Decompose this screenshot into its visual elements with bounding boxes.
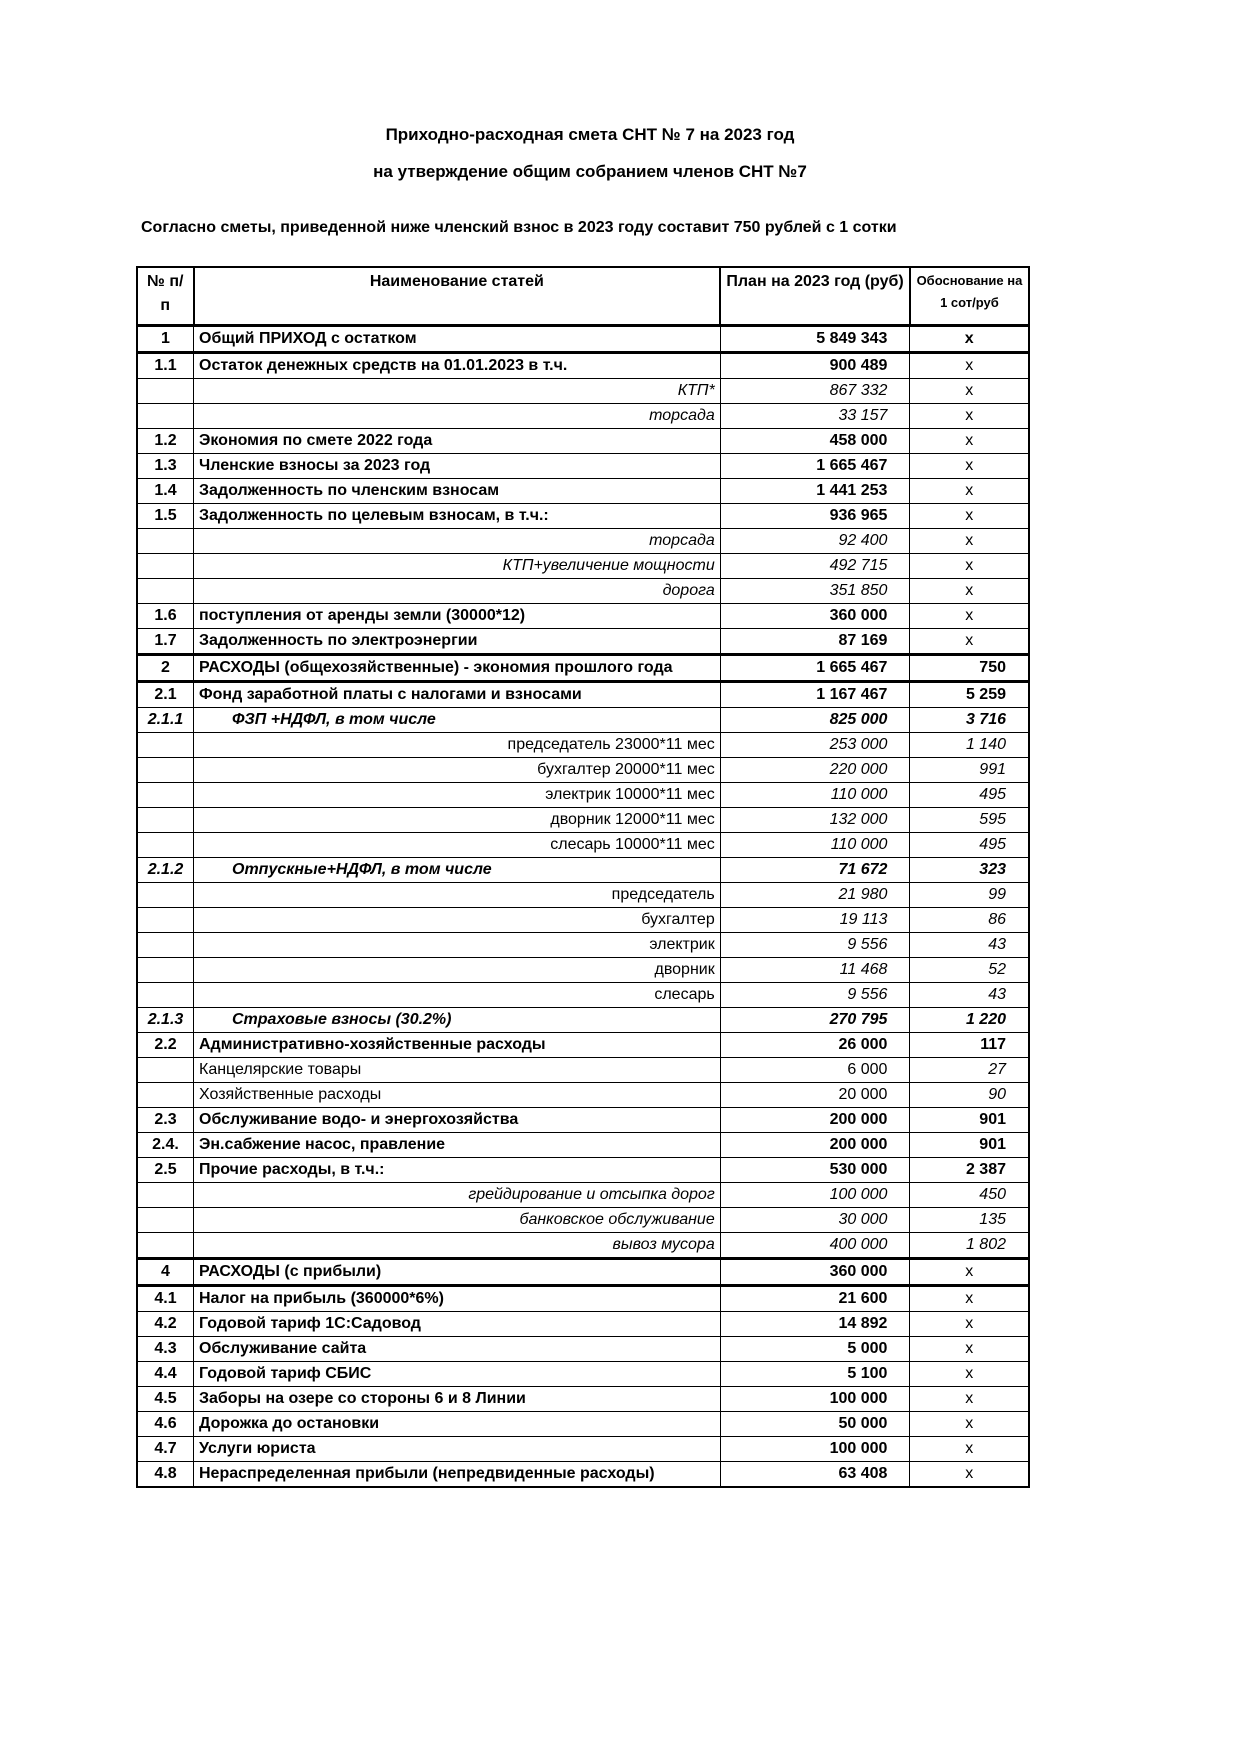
- row-name: Обслуживание сайта: [194, 1337, 721, 1362]
- row-basis: 99: [910, 883, 1029, 908]
- row-basis: 5 259: [910, 682, 1029, 708]
- row-basis: 52: [910, 958, 1029, 983]
- table-row: [137, 404, 1029, 429]
- row-name: председатель: [194, 883, 721, 908]
- row-number: [137, 379, 194, 404]
- row-plan: 936 965: [720, 504, 910, 529]
- row-number: 1.4: [137, 479, 194, 504]
- row-number: 2.3: [137, 1108, 194, 1133]
- row-number: 1.1: [137, 353, 194, 379]
- row-name: бухгалтер: [194, 908, 721, 933]
- row-number: [137, 579, 194, 604]
- row-number: [137, 1208, 194, 1233]
- row-plan: 19 113: [720, 908, 910, 933]
- row-name: Прочие расходы, в т.ч.:: [194, 1158, 721, 1183]
- row-name: ФЗП +НДФЛ, в том числе: [194, 708, 721, 733]
- row-plan: 33 157: [720, 404, 910, 429]
- row-plan: 5 000: [720, 1337, 910, 1362]
- row-plan: 530 000: [720, 1158, 910, 1183]
- row-number: 1.3: [137, 454, 194, 479]
- row-plan: 200 000: [720, 1133, 910, 1158]
- table-row: [137, 1208, 1029, 1233]
- row-number: 4.6: [137, 1412, 194, 1437]
- row-basis: x: [910, 604, 1029, 629]
- table-row: [137, 1083, 1029, 1108]
- row-basis: x: [910, 579, 1029, 604]
- row-number: [137, 808, 194, 833]
- row-basis: 1 140: [910, 733, 1029, 758]
- row-name: Дорожка до остановки: [194, 1412, 721, 1437]
- table-row: [137, 1412, 1029, 1437]
- row-number: [137, 1083, 194, 1108]
- row-basis: x: [910, 404, 1029, 429]
- row-plan: 458 000: [720, 429, 910, 454]
- row-number: 2.4.: [137, 1133, 194, 1158]
- table-row: [137, 554, 1029, 579]
- row-basis: x: [910, 1337, 1029, 1362]
- row-basis: 991: [910, 758, 1029, 783]
- row-plan: 63 408: [720, 1462, 910, 1488]
- table-row: [137, 983, 1029, 1008]
- row-number: 1.6: [137, 604, 194, 629]
- row-basis: 1 802: [910, 1233, 1029, 1259]
- row-plan: 220 000: [720, 758, 910, 783]
- row-name: Страховые взносы (30.2%): [194, 1008, 721, 1033]
- row-name: Членские взносы за 2023 год: [194, 454, 721, 479]
- header-plan: План на 2023 год (руб): [720, 267, 910, 326]
- row-basis: x: [910, 1312, 1029, 1337]
- row-number: 1: [137, 326, 194, 353]
- table-row: [137, 1286, 1029, 1312]
- row-name: Задолженность по электроэнергии: [194, 629, 721, 655]
- row-plan: 360 000: [720, 604, 910, 629]
- row-plan: 253 000: [720, 733, 910, 758]
- row-name: Экономия по смете 2022 года: [194, 429, 721, 454]
- row-number: 4.4: [137, 1362, 194, 1387]
- row-name: дорога: [194, 579, 721, 604]
- row-basis: x: [910, 1362, 1029, 1387]
- row-name: дворник: [194, 958, 721, 983]
- row-plan: 900 489: [720, 353, 910, 379]
- row-number: [137, 529, 194, 554]
- row-name: РАСХОДЫ (общехозяйственные) - экономия прошлого года: [194, 655, 721, 682]
- row-basis: x: [910, 429, 1029, 454]
- row-basis: x: [910, 326, 1029, 353]
- row-name: банковское обслуживание: [194, 1208, 721, 1233]
- row-plan: 14 892: [720, 1312, 910, 1337]
- row-basis: x: [910, 379, 1029, 404]
- row-basis: x: [910, 1387, 1029, 1412]
- row-name: электрик: [194, 933, 721, 958]
- table-row: [137, 479, 1029, 504]
- table-row: [137, 1233, 1029, 1259]
- table-row: [137, 1133, 1029, 1158]
- row-name: торсада: [194, 529, 721, 554]
- row-number: 4.5: [137, 1387, 194, 1412]
- table-row: [137, 1437, 1029, 1462]
- row-basis: 43: [910, 983, 1029, 1008]
- row-number: [137, 958, 194, 983]
- row-name: Задолженность по целевым взносам, в т.ч.:: [194, 504, 721, 529]
- row-basis: 2 387: [910, 1158, 1029, 1183]
- row-name: Общий ПРИХОД с остатком: [194, 326, 721, 353]
- row-plan: 1 441 253: [720, 479, 910, 504]
- row-number: 4.3: [137, 1337, 194, 1362]
- row-number: [137, 908, 194, 933]
- row-name: Отпускные+НДФЛ, в том числе: [194, 858, 721, 883]
- row-number: [137, 983, 194, 1008]
- table-row: [137, 958, 1029, 983]
- row-number: [137, 783, 194, 808]
- table-row: [137, 1387, 1029, 1412]
- table-row: [137, 1462, 1029, 1488]
- table-row: [137, 353, 1029, 379]
- table-row: [137, 1058, 1029, 1083]
- table-row: [137, 682, 1029, 708]
- row-basis: x: [910, 454, 1029, 479]
- row-number: [137, 404, 194, 429]
- row-plan: 400 000: [720, 1233, 910, 1259]
- table-row: [137, 733, 1029, 758]
- row-basis: 117: [910, 1033, 1029, 1058]
- row-number: [137, 554, 194, 579]
- row-plan: 92 400: [720, 529, 910, 554]
- row-plan: 9 556: [720, 983, 910, 1008]
- table-row: [137, 1362, 1029, 1387]
- table-row: [137, 504, 1029, 529]
- table-row: [137, 808, 1029, 833]
- table-row: [137, 429, 1029, 454]
- row-basis: x: [910, 1286, 1029, 1312]
- row-number: 2.2: [137, 1033, 194, 1058]
- row-number: 2.1: [137, 682, 194, 708]
- row-plan: 5 100: [720, 1362, 910, 1387]
- row-plan: 100 000: [720, 1437, 910, 1462]
- row-basis: x: [910, 529, 1029, 554]
- row-plan: 360 000: [720, 1259, 910, 1286]
- row-plan: 1 665 467: [720, 454, 910, 479]
- row-number: 2.1.3: [137, 1008, 194, 1033]
- row-basis: 901: [910, 1108, 1029, 1133]
- table-row: [137, 326, 1029, 353]
- row-basis: 595: [910, 808, 1029, 833]
- table-row: [137, 708, 1029, 733]
- row-name: бухгалтер 20000*11 мес: [194, 758, 721, 783]
- row-name: Годовой тариф СБИС: [194, 1362, 721, 1387]
- table-row: [137, 1108, 1029, 1133]
- row-name: Годовой тариф 1С:Садовод: [194, 1312, 721, 1337]
- row-basis: x: [910, 504, 1029, 529]
- row-plan: 351 850: [720, 579, 910, 604]
- row-plan: 26 000: [720, 1033, 910, 1058]
- table-row: [137, 1337, 1029, 1362]
- row-number: 2.5: [137, 1158, 194, 1183]
- row-basis: x: [910, 353, 1029, 379]
- row-basis: 90: [910, 1083, 1029, 1108]
- row-plan: 11 468: [720, 958, 910, 983]
- row-number: [137, 833, 194, 858]
- row-plan: 200 000: [720, 1108, 910, 1133]
- row-number: 1.2: [137, 429, 194, 454]
- row-number: 1.5: [137, 504, 194, 529]
- row-basis: 135: [910, 1208, 1029, 1233]
- table-body: [137, 326, 1029, 1488]
- table-row: [137, 883, 1029, 908]
- row-name: дворник 12000*11 мес: [194, 808, 721, 833]
- row-basis: x: [910, 1259, 1029, 1286]
- row-number: 4: [137, 1259, 194, 1286]
- row-basis: 450: [910, 1183, 1029, 1208]
- document-title: Приходно-расходная смета СНТ № 7 на 2023 год: [385, 125, 795, 144]
- row-plan: 100 000: [720, 1387, 910, 1412]
- row-plan: 21 980: [720, 883, 910, 908]
- row-basis: x: [910, 1462, 1029, 1488]
- table-row: [137, 604, 1029, 629]
- row-name: КТП*: [194, 379, 721, 404]
- table-row: [137, 933, 1029, 958]
- row-number: 4.7: [137, 1437, 194, 1462]
- row-plan: 1 665 467: [720, 655, 910, 682]
- row-name: Обслуживание водо- и энергохозяйства: [194, 1108, 721, 1133]
- row-basis: 3 716: [910, 708, 1029, 733]
- row-plan: 30 000: [720, 1208, 910, 1233]
- document-subtitle: на утверждение общим собранием членов СНТ №7: [373, 162, 807, 181]
- row-number: [137, 1183, 194, 1208]
- table-row: [137, 629, 1029, 655]
- row-number: 4.2: [137, 1312, 194, 1337]
- table-row: [137, 908, 1029, 933]
- row-plan: 50 000: [720, 1412, 910, 1437]
- row-basis: 901: [910, 1133, 1029, 1158]
- row-basis: x: [910, 1437, 1029, 1462]
- table-row: [137, 1158, 1029, 1183]
- row-plan: 1 167 467: [720, 682, 910, 708]
- row-plan: 100 000: [720, 1183, 910, 1208]
- table-row: [137, 529, 1029, 554]
- table-row: [137, 1008, 1029, 1033]
- row-name: торсада: [194, 404, 721, 429]
- header-basis: Обоснование на 1 сот/руб: [910, 267, 1029, 326]
- table-row: [137, 379, 1029, 404]
- row-number: 1.7: [137, 629, 194, 655]
- row-plan: 21 600: [720, 1286, 910, 1312]
- row-number: [137, 758, 194, 783]
- row-number: [137, 1058, 194, 1083]
- row-name: вывоз мусора: [194, 1233, 721, 1259]
- row-name: Услуги юриста: [194, 1437, 721, 1462]
- row-plan: 132 000: [720, 808, 910, 833]
- row-name: РАСХОДЫ (с прибыли): [194, 1259, 721, 1286]
- row-basis: x: [910, 479, 1029, 504]
- table-header-row: [137, 267, 1029, 326]
- row-name: Задолженность по членским взносам: [194, 479, 721, 504]
- row-name: слесарь 10000*11 мес: [194, 833, 721, 858]
- row-basis: 1 220: [910, 1008, 1029, 1033]
- row-number: 2.1.2: [137, 858, 194, 883]
- table-row: [137, 1183, 1029, 1208]
- row-number: 4.8: [137, 1462, 194, 1488]
- row-basis: 495: [910, 783, 1029, 808]
- header-name: Наименование статей: [194, 267, 721, 326]
- table-row: [137, 833, 1029, 858]
- row-plan: 9 556: [720, 933, 910, 958]
- row-plan: 5 849 343: [720, 326, 910, 353]
- row-name: Остаток денежных средств на 01.01.2023 в т.ч.: [194, 353, 721, 379]
- row-number: [137, 733, 194, 758]
- row-plan: 20 000: [720, 1083, 910, 1108]
- row-plan: 110 000: [720, 783, 910, 808]
- row-number: 4.1: [137, 1286, 194, 1312]
- row-number: 2.1.1: [137, 708, 194, 733]
- row-basis: x: [910, 629, 1029, 655]
- table-row: [137, 655, 1029, 682]
- row-plan: 71 672: [720, 858, 910, 883]
- table-row: [137, 454, 1029, 479]
- row-basis: 495: [910, 833, 1029, 858]
- intro-text: Согласно сметы, приведенной ниже членский взнос в 2023 году составит 750 рублей с 1 сотки: [141, 219, 897, 236]
- row-number: [137, 883, 194, 908]
- table-row: [137, 1312, 1029, 1337]
- header-num: № п/п: [137, 267, 194, 326]
- table-row: [137, 1259, 1029, 1286]
- row-basis: 27: [910, 1058, 1029, 1083]
- table-row: [137, 858, 1029, 883]
- row-name: Фонд заработной платы с налогами и взносами: [194, 682, 721, 708]
- row-name: Хозяйственные расходы: [194, 1083, 721, 1108]
- budget-table: [136, 266, 1030, 1488]
- table-row: [137, 783, 1029, 808]
- row-name: Канцелярские товары: [194, 1058, 721, 1083]
- row-basis: 43: [910, 933, 1029, 958]
- row-name: Административно-хозяйственные расходы: [194, 1033, 721, 1058]
- table-row: [137, 758, 1029, 783]
- row-basis: 323: [910, 858, 1029, 883]
- row-basis: x: [910, 1412, 1029, 1437]
- row-basis: x: [910, 554, 1029, 579]
- row-name: слесарь: [194, 983, 721, 1008]
- row-plan: 492 715: [720, 554, 910, 579]
- table-row: [137, 579, 1029, 604]
- row-number: 2: [137, 655, 194, 682]
- row-basis: 750: [910, 655, 1029, 682]
- row-name: электрик 10000*11 мес: [194, 783, 721, 808]
- row-name: Нераспределенная прибыли (непредвиденные расходы): [194, 1462, 721, 1488]
- row-plan: 825 000: [720, 708, 910, 733]
- row-name: председатель 23000*11 мес: [194, 733, 721, 758]
- row-number: [137, 1233, 194, 1259]
- row-plan: 270 795: [720, 1008, 910, 1033]
- row-number: [137, 933, 194, 958]
- row-name: Эн.сабжение насос, правление: [194, 1133, 721, 1158]
- row-plan: 110 000: [720, 833, 910, 858]
- row-name: Заборы на озере со стороны 6 и 8 Линии: [194, 1387, 721, 1412]
- row-plan: 867 332: [720, 379, 910, 404]
- row-plan: 87 169: [720, 629, 910, 655]
- row-name: поступления от аренды земли (30000*12): [194, 604, 721, 629]
- table-row: [137, 1033, 1029, 1058]
- row-name: Налог на прибыль (360000*6%): [194, 1286, 721, 1312]
- row-name: КТП+увеличение мощности: [194, 554, 721, 579]
- row-basis: 86: [910, 908, 1029, 933]
- row-plan: 6 000: [720, 1058, 910, 1083]
- row-name: грейдирование и отсыпка дорог: [194, 1183, 721, 1208]
